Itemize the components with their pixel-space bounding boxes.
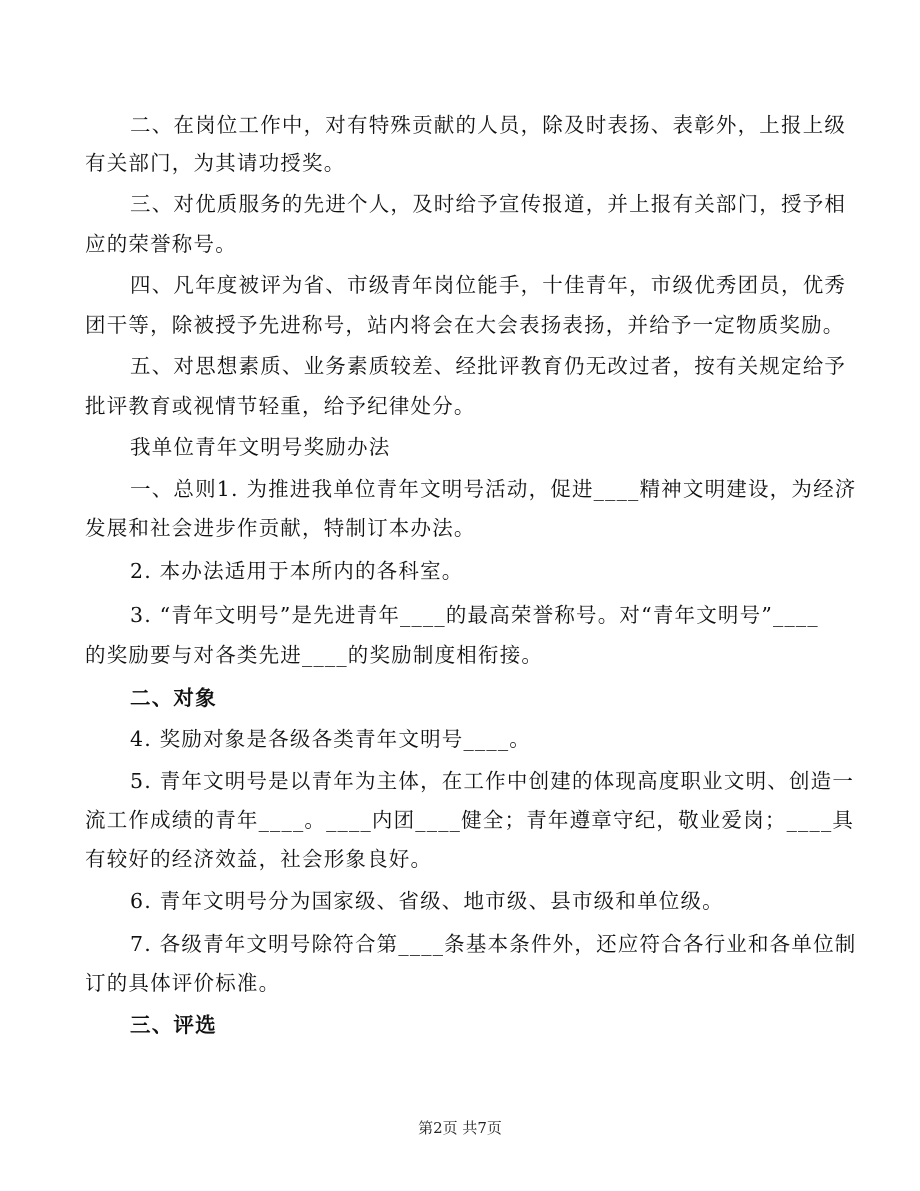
page-number: 第2页 共7页 (418, 1119, 502, 1137)
paragraph-line: 二、在岗位工作中，对有特殊贡献的人员，除及时表扬、表彰外，上报上级 (130, 113, 847, 137)
section-heading: 二、对象 (130, 686, 217, 710)
paragraph-line: 一、总则1. 为推进我单位青年文明号活动，促进____精神文明建设，为经济 (130, 477, 857, 501)
paragraph-line: 团干等，除被授予先进称号，站内将会在大会表扬表扬，并给予一定物质奖励。 (85, 313, 845, 337)
paragraph-line: 的奖励要与对各类先进____的奖励制度相衔接。 (85, 643, 544, 667)
paragraph-line: 2. 本办法适用于本所内的各科室。 (130, 559, 464, 583)
paragraph-line: 5. 青年文明号是以青年为主体，在工作中创建的体现高度职业文明、创造一 (130, 769, 855, 793)
paragraph-line: 订的具体评价标准。 (85, 971, 281, 995)
paragraph-line: 3. “青年文明号”是先进青年____的最高荣誉称号。对“青年文明号”____ (130, 603, 819, 627)
paragraph-line: 发展和社会进步作贡献，特制订本办法。 (85, 516, 476, 540)
paragraph-line: 四、凡年度被评为省、市级青年岗位能手，十佳青年，市级优秀团员，优秀 (130, 273, 847, 297)
paragraph-line: 4. 奖励对象是各级各类青年文明号____。 (130, 727, 531, 751)
paragraph-line: 有较好的经济效益，社会形象良好。 (85, 847, 433, 871)
paragraph-line: 6. 青年文明号分为国家级、省级、地市级、县市级和单位级。 (130, 889, 724, 913)
paragraph-line: 五、对思想素质、业务素质较差、经批评教育仍无改过者，按有关规定给予 (130, 354, 847, 378)
paragraph-line: 流工作成绩的青年____。____内团____健全；青年遵章守纪，敬业爱岗；____具 (85, 808, 855, 832)
paragraph-line: 有关部门，为其请功授奖。 (85, 151, 346, 175)
paragraph-line: 批评教育或视情节轻重，给予纪律处分。 (85, 394, 476, 418)
paragraph-line: 三、对优质服务的先进个人，及时给予宣传报道，并上报有关部门，授予相 (130, 192, 847, 216)
section-heading: 三、评选 (130, 1013, 217, 1037)
paragraph-line: 应的荣誉称号。 (85, 232, 237, 256)
section-title: 我单位青年文明号奖励办法 (130, 435, 391, 459)
paragraph-line: 7. 各级青年文明号除符合第____条基本条件外，还应符合各行业和各单位制 (130, 932, 857, 956)
